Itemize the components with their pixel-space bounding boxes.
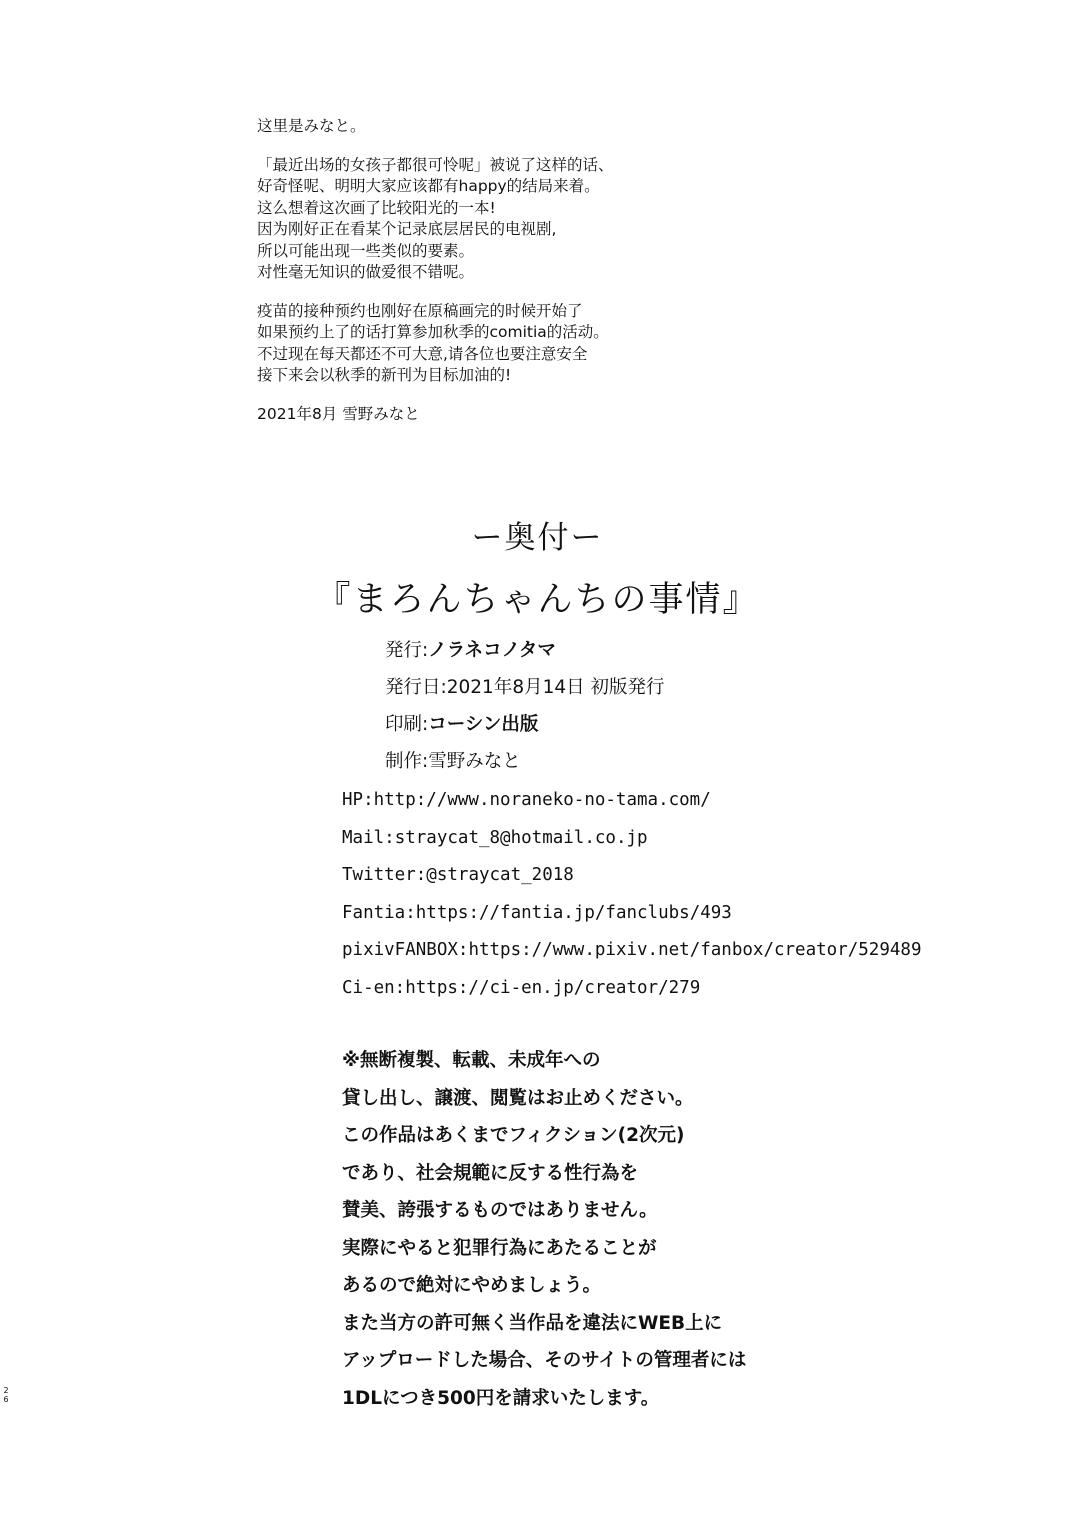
afterword-line: 接下来会以秋季的新刊为目标加油的!: [257, 366, 512, 384]
homepage-url: http://www.noraneko-no-tama.com/: [373, 790, 711, 810]
afterword-paragraph: [257, 301, 614, 387]
publisher-value: ノラネコノタマ: [428, 640, 556, 661]
afterword-line: 因为刚好正在看某个记录底层居民的电视剧,: [257, 220, 557, 238]
fantia-url: https://fantia.jp/fanclubs/493: [415, 902, 732, 923]
notice-line: 1DLにつき500円を請求いたします。: [342, 1387, 660, 1409]
author-label: 制作:: [385, 751, 429, 772]
mail-address: straycat_8@hotmail.co.jp: [394, 827, 648, 848]
afterword-line: 2021年8月 雪野みなと: [257, 404, 420, 423]
afterword-line: 如果预约上了的话打算参加秋季的comitia的活动。: [257, 323, 609, 341]
mail-link-row: [342, 820, 921, 858]
fanbox-link-row: [342, 932, 921, 970]
twitter-link-row: [342, 857, 921, 895]
page-number-digit: 2: [3, 1386, 9, 1395]
printer-row: [385, 706, 665, 743]
page-number-digit: 6: [3, 1395, 9, 1404]
publish-date-value: 2021年8月14日 初版発行: [446, 677, 665, 698]
cien-label: Ci-en:: [342, 977, 406, 998]
publisher-label: 発行:: [385, 640, 429, 661]
twitter-label: Twitter:: [342, 865, 427, 885]
notice-line: であり、社会規範に反する性行為を: [342, 1162, 639, 1184]
notice-line: アップロードした場合、そのサイトの管理者には: [342, 1350, 747, 1371]
notice-line: 実際にやると犯罪行為にあたることが: [342, 1237, 657, 1259]
copyright-notice: [342, 1042, 746, 1417]
notice-line: ※無断複製、転載、未成年への: [342, 1050, 601, 1071]
afterword-line: 不过现在每天都还不可大意,请各位也要注意安全: [257, 344, 588, 363]
printer-value: コーシン出版: [428, 714, 539, 735]
twitter-handle: @straycat_2018: [426, 865, 574, 885]
publication-info: [385, 632, 665, 780]
afterword-signature: [257, 404, 614, 426]
afterword-line: 疫苗的接种预约也刚好在原稿画完的时候开始了: [257, 301, 583, 320]
author-value: 雪野みなと: [428, 751, 521, 772]
author-row: [385, 743, 665, 780]
fanbox-label: pixivFANBOX:: [342, 940, 469, 960]
book-title: 『まろんちゃんちの事情』: [315, 580, 760, 620]
afterword-line: 「最近出场的女孩子都很可怜呢」被说了这样的话、: [257, 155, 614, 174]
notice-line: あるので絶対にやめましょう。: [342, 1275, 602, 1296]
notice-line: また当方の許可無く当作品を違法にWEB上に: [342, 1312, 723, 1334]
afterword-line: 对性毫无知识的做爱很不错呢。: [257, 263, 475, 281]
notice-line: 賛美、誇張するものではありません。: [342, 1200, 658, 1221]
publish-date-label: 発行日:: [385, 677, 447, 698]
afterword-line: 这么想着这次画了比较阳光的一本!: [257, 198, 496, 217]
colophon-heading: ー奥付ー: [471, 520, 604, 556]
afterword-paragraph: [257, 155, 614, 284]
fantia-link-row: [342, 895, 921, 933]
publisher-row: [385, 632, 665, 669]
cien-link-row: [342, 970, 921, 1008]
afterword-line: 这里是みなと。: [257, 117, 366, 135]
homepage-link-row: [342, 782, 921, 820]
afterword: [257, 116, 614, 442]
homepage-label: HP:: [342, 790, 374, 810]
fantia-label: Fantia:: [342, 902, 416, 923]
mail-label: Mail:: [342, 827, 395, 848]
page-number: [2, 1386, 10, 1404]
printer-label: 印刷:: [385, 714, 429, 735]
afterword-paragraph: [257, 116, 614, 138]
publish-date-row: [385, 669, 665, 706]
cien-url: https://ci-en.jp/creator/279: [405, 977, 701, 998]
afterword-line: 所以可能出现一些类似的要素。: [257, 241, 475, 260]
notice-line: 貸し出し、譲渡、閲覧はお止めください。: [342, 1087, 694, 1109]
notice-line: この作品はあくまでフィクション(2次元): [342, 1125, 685, 1146]
afterword-line: 好奇怪呢、明明大家应该都有happy的结局来着。: [257, 177, 600, 195]
contact-links: [342, 782, 921, 1007]
fanbox-url: https://www.pixiv.net/fanbox/creator/529489: [468, 940, 922, 960]
